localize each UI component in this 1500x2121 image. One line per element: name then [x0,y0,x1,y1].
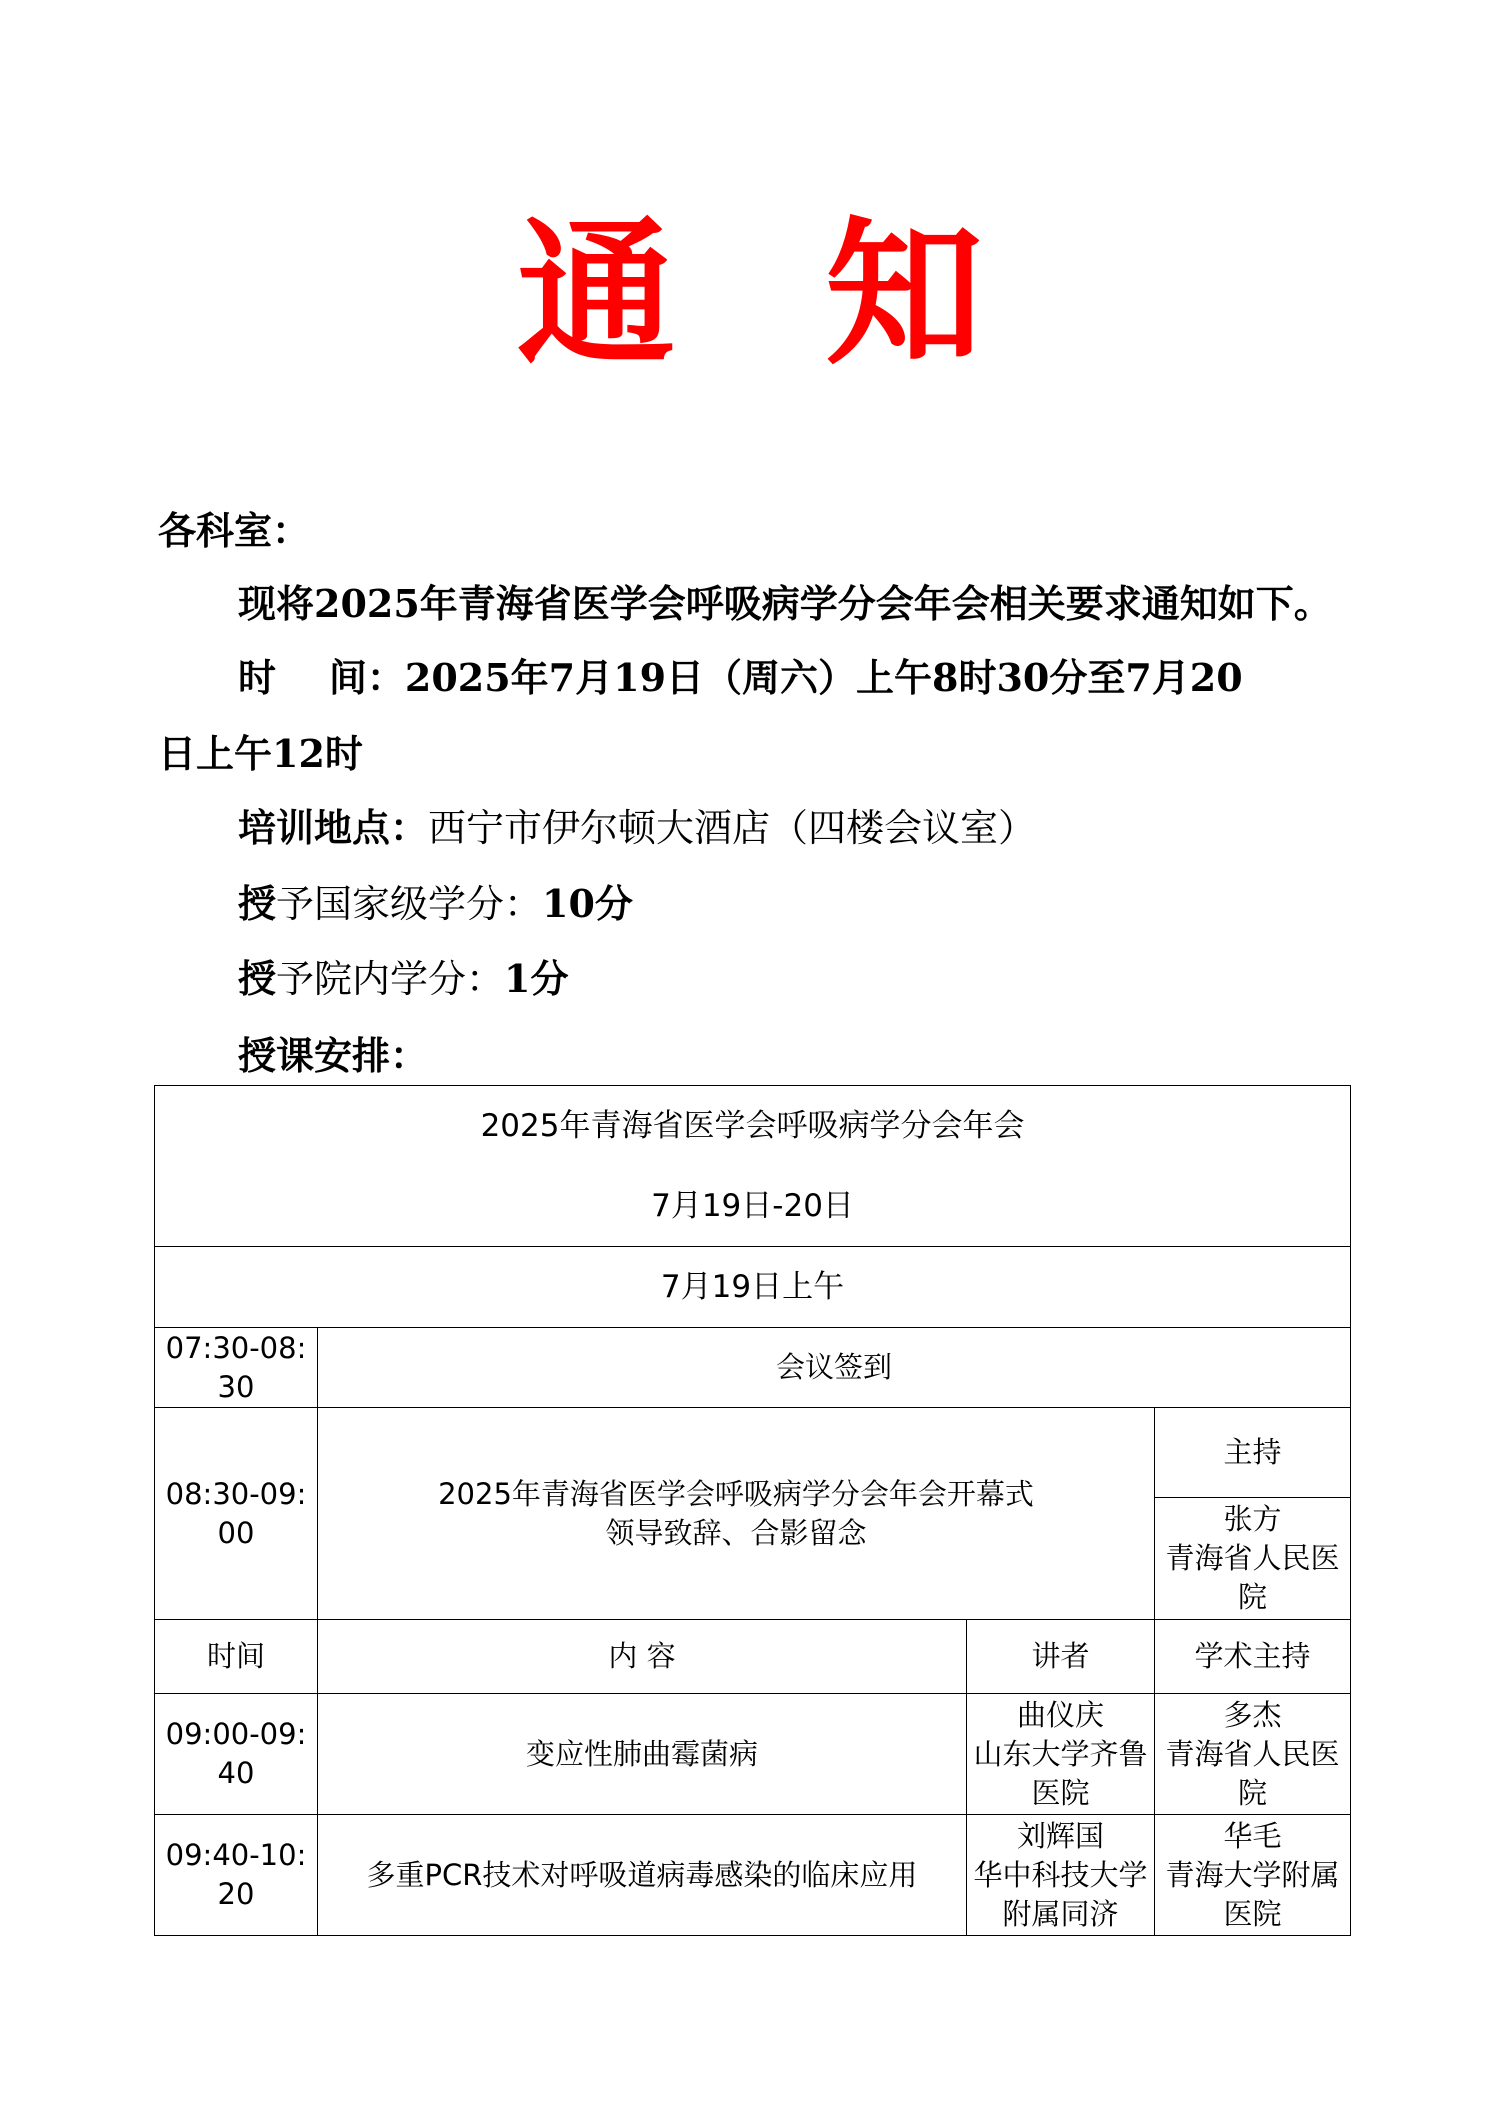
col-header-speaker: 讲者 [967,1620,1155,1694]
speaker-org: 山东大学齐鲁医院 [973,1736,1148,1810]
opening-content-line2: 领导致辞、合影留念 [605,1515,867,1550]
time-value-continued: 日上午12时 [158,731,363,776]
session-content: 多重PCR技术对呼吸道病毒感染的临床应用 [318,1815,967,1936]
day-header: 7月19日上午 [155,1247,1351,1328]
checkin-time: 07:30-08:30 [155,1328,318,1408]
opening-content [318,1408,1155,1620]
opening-content-line1: 2025年青海省医学会呼吸病学分会年会开幕式 [438,1476,1034,1511]
opening-time: 08:30-09:00 [155,1408,318,1620]
schedule-title-cell [155,1086,1351,1247]
hospital-credit-label-bold: 授 [238,956,277,1001]
venue-line [238,802,1036,854]
title-char-1: 通 [517,203,675,387]
table-row [155,1694,1351,1815]
col-header-time: 时间 [155,1620,318,1694]
venue-label: 培训地点： [238,805,429,850]
hospital-credit-value: 1分 [504,956,569,1001]
speaker-name: 曲仪庆 [1016,1697,1104,1732]
notice-title [0,205,1500,385]
time-label: 时 间： [238,655,405,700]
moderator-name: 多杰 [1223,1697,1282,1732]
moderator-name: 华毛 [1223,1818,1282,1853]
column-header-row [155,1620,1351,1694]
time-value: 2025年7月19日（周六）上午8时30分至7月20 [404,655,1243,700]
hospital-credit-label: 予院内学分： [276,957,505,1001]
opening-row [155,1408,1351,1498]
session-time: 09:00-09:40 [155,1694,318,1815]
session-moderator [1155,1694,1351,1815]
time-line [238,652,1243,704]
session-time: 09:40-10:20 [155,1815,318,1936]
col-header-content: 内 容 [318,1620,967,1694]
schedule-label: 授课安排： [238,1033,429,1078]
opening-host-name: 张方 [1223,1502,1282,1536]
speaker-name: 刘辉国 [1016,1818,1104,1853]
session-moderator [1155,1815,1351,1936]
opening-host [1155,1498,1351,1620]
checkin-content: 会议签到 [318,1328,1351,1408]
session-speaker [967,1815,1155,1936]
national-credit-line [238,878,633,930]
schedule-title-row [155,1086,1351,1247]
schedule-dates: 7月19日-20日 [651,1188,854,1224]
col-header-moderator: 学术主持 [1155,1620,1351,1694]
checkin-row [155,1328,1351,1408]
title-char-2: 知 [825,203,983,387]
session-speaker [967,1694,1155,1815]
national-credit-value: 10分 [542,881,633,926]
table-row [155,1815,1351,1936]
moderator-org: 青海省人民医院 [1165,1736,1340,1810]
salutation: 各科室： [158,508,311,553]
schedule-title: 2025年青海省医学会呼吸病学分会年会 [480,1108,1025,1144]
opening-host-org: 青海省人民医院 [1165,1541,1340,1614]
venue-value: 西宁市伊尔顿大酒店（四楼会议室） [428,806,1037,850]
speaker-org: 华中科技大学附属同济 [973,1857,1148,1931]
intro-paragraph: 现将2025年青海省医学会呼吸病学分会年会相关要求通知如下。 [238,581,1332,626]
national-credit-label: 予国家级学分： [276,882,543,926]
schedule-table [154,1085,1351,1936]
day-header-row [155,1247,1351,1328]
session-content: 变应性肺曲霉菌病 [318,1694,967,1815]
opening-host-label: 主持 [1155,1408,1351,1498]
moderator-org: 青海大学附属医院 [1165,1857,1340,1931]
national-credit-label-bold: 授 [238,881,277,926]
hospital-credit-line [238,953,568,1005]
